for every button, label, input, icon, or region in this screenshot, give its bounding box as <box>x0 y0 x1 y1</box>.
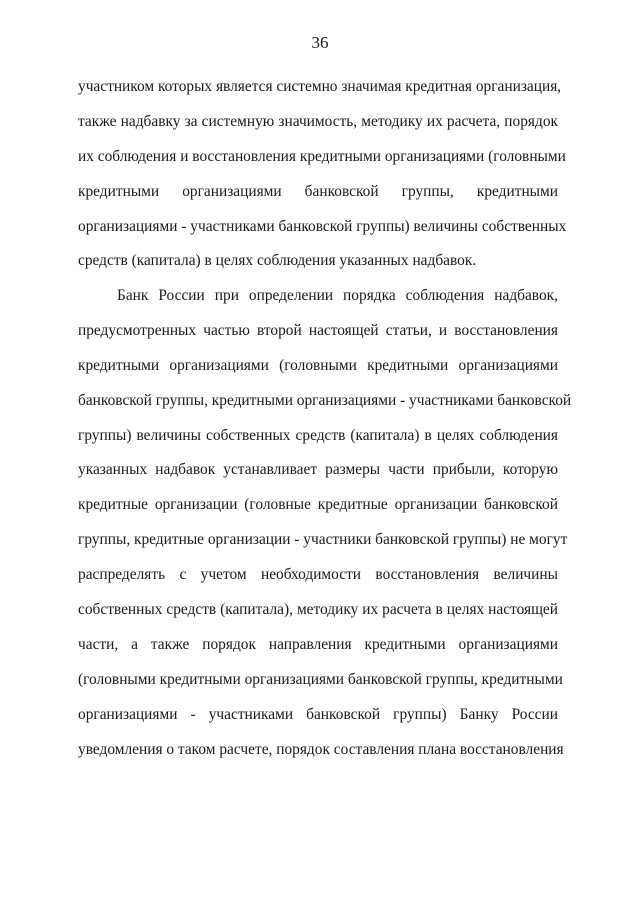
text-line: (головными кредитными организациями банковской группы, кредитными <box>78 670 563 688</box>
page-number: 36 <box>311 33 329 52</box>
text-line: средств (капитала) в целях соблюдения указанных надбавок. <box>78 252 477 270</box>
text-line: кредитные организации (головные кредитные организации банковской <box>78 496 558 514</box>
text-line: участником которых является системно значимая кредитная организация, <box>78 78 562 95</box>
text-line: группы, кредитные организации - участники банковской группы) не могут <box>78 531 568 549</box>
text-line: уведомления о таком расчете, порядок составления плана восстановления <box>78 740 564 758</box>
text-line: кредитными организациями банковской группы, кредитными <box>78 182 558 200</box>
text-line: их соблюдения и восстановления кредитными организациями (головными <box>78 147 566 165</box>
text-line: предусмотренных частью второй настоящей статьи, и восстановления <box>78 321 558 339</box>
text-line: группы) величины собственных средств (капитала) в целях соблюдения <box>78 426 558 444</box>
text-line: кредитными организациями (головными кредитными организациями <box>78 356 558 374</box>
paragraph-1 <box>78 70 567 279</box>
text-line: части, а также порядок направления кредитными организациями <box>78 635 558 653</box>
text-line: указанных надбавок устанавливает размеры части прибыли, которую <box>78 461 558 479</box>
text-line: Банк России при определении порядка соблюдения надбавок, <box>117 287 558 304</box>
text-line: также надбавку за системную значимость, методику их расчета, порядок <box>78 112 558 130</box>
text-line: распределять с учетом необходимости восстановления величины <box>78 566 558 584</box>
text-line: собственных средств (капитала), методику их расчета в целях настоящей <box>78 601 558 619</box>
text-line: банковской группы, кредитными организациями - участниками банковской <box>78 391 572 409</box>
text-line: организациями - участниками банковской группы) Банку России <box>78 705 558 723</box>
text-line: организациями - участниками банковской группы) величины собственных <box>78 217 567 235</box>
paragraph-2 <box>78 279 572 767</box>
